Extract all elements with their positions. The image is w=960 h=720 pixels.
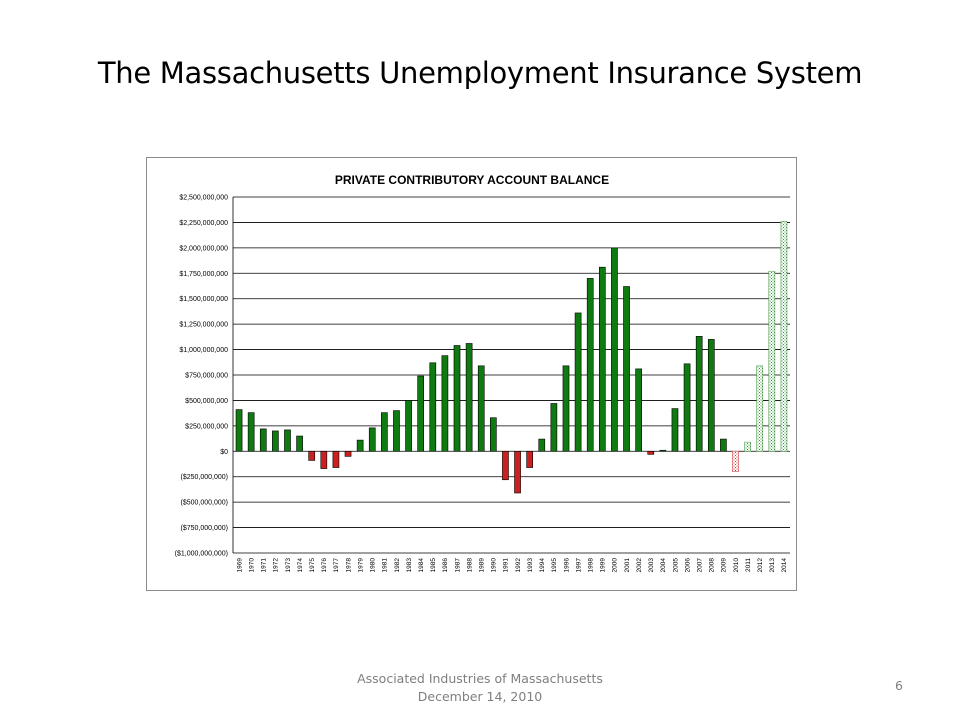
bar-2007 <box>696 336 702 451</box>
x-tick-label: 2008 <box>708 558 716 573</box>
y-tick-label: ($500,000,000) <box>180 499 228 507</box>
x-tick-label: 1987 <box>454 558 462 573</box>
x-tick-label: 1995 <box>551 558 559 573</box>
footer-date: December 14, 2010 <box>417 689 543 704</box>
grid-lines <box>233 197 790 553</box>
x-tick-label: 1980 <box>369 558 377 573</box>
y-tick-label: $1,250,000,000 <box>179 321 228 329</box>
bar-1970 <box>248 413 254 452</box>
bar-2009 <box>720 439 726 451</box>
x-tick-label: 2002 <box>635 558 643 573</box>
x-tick-label: 1975 <box>309 558 317 573</box>
bar-1995 <box>551 403 557 451</box>
bar-2011 <box>745 442 751 451</box>
y-tick-label: $500,000,000 <box>185 397 228 405</box>
x-tick-label: 1976 <box>321 558 329 573</box>
x-tick-label: 1989 <box>478 558 486 573</box>
x-tick-label: 1969 <box>236 558 244 573</box>
x-tick-label: 2014 <box>781 558 789 573</box>
x-tick-label: 1994 <box>539 558 547 573</box>
x-tick-label: 1990 <box>490 558 498 573</box>
x-tick-label: 2001 <box>623 558 631 573</box>
bar-2012 <box>757 366 763 451</box>
x-tick-label: 1986 <box>442 558 450 573</box>
y-tick-label: $750,000,000 <box>185 372 228 380</box>
x-tick-label: 1992 <box>514 558 522 573</box>
y-tick-label: $1,500,000,000 <box>179 296 228 304</box>
x-tick-label: 2013 <box>769 558 777 573</box>
x-tick-label: 2007 <box>696 558 704 573</box>
x-tick-label: 1977 <box>333 558 341 573</box>
x-tick-label: 2006 <box>684 558 692 573</box>
bar-1989 <box>478 366 484 451</box>
bar-2001 <box>624 287 630 452</box>
x-tick-label: 1984 <box>417 558 425 573</box>
bar-1994 <box>539 439 545 451</box>
x-tick-label: 1970 <box>248 558 256 573</box>
bar-2003 <box>648 451 654 454</box>
bar-1978 <box>345 451 351 456</box>
y-tick-label: $2,500,000,000 <box>179 194 228 202</box>
x-tick-label: 2012 <box>757 558 765 573</box>
y-tick-label: ($250,000,000) <box>180 474 228 482</box>
x-tick-label: 1999 <box>599 558 607 573</box>
bar-1972 <box>272 431 278 451</box>
bar-2005 <box>672 409 678 452</box>
slide-title: The Massachusetts Unemployment Insurance System <box>97 56 863 90</box>
x-tick-label: 1983 <box>405 558 413 573</box>
bars <box>236 221 787 493</box>
y-tick-label: $2,000,000,000 <box>179 245 228 253</box>
footer <box>280 670 680 706</box>
footer-organization: Associated Industries of Massachusetts <box>357 671 603 686</box>
x-axis-labels <box>236 558 788 573</box>
x-tick-label: 1973 <box>284 558 292 573</box>
bar-1971 <box>260 429 266 451</box>
x-tick-label: 2011 <box>744 558 752 572</box>
bar-1974 <box>297 436 303 451</box>
x-tick-label: 2005 <box>672 558 680 573</box>
bar-1986 <box>442 356 448 452</box>
bar-1987 <box>454 346 460 452</box>
x-tick-label: 1982 <box>393 558 401 573</box>
bar-1973 <box>284 430 290 451</box>
x-tick-label: 2004 <box>660 558 668 573</box>
y-tick-label: $2,250,000,000 <box>179 219 228 227</box>
bar-1980 <box>369 428 375 451</box>
bar-1979 <box>357 440 363 451</box>
x-tick-label: 1971 <box>260 558 268 573</box>
x-tick-label: 1993 <box>526 558 534 573</box>
x-tick-label: 1991 <box>502 558 510 573</box>
bar-1997 <box>575 313 581 451</box>
bar-1998 <box>587 278 593 451</box>
bar-1996 <box>563 366 569 451</box>
bar-2000 <box>611 248 617 451</box>
bar-1999 <box>599 267 605 451</box>
bar-2002 <box>636 369 642 451</box>
bar-1976 <box>321 451 327 468</box>
bar-2008 <box>708 339 714 451</box>
x-tick-label: 2003 <box>648 558 656 573</box>
bar-1975 <box>309 451 315 460</box>
x-tick-label: 1996 <box>563 558 571 573</box>
y-tick-label: ($1,000,000,000) <box>174 550 228 558</box>
bar-1977 <box>333 451 339 467</box>
bar-1982 <box>393 411 399 452</box>
x-tick-label: 1998 <box>587 558 595 573</box>
x-tick-label: 1981 <box>381 558 389 573</box>
x-tick-label: 2000 <box>611 558 619 573</box>
bar-1990 <box>490 418 496 452</box>
bar-2006 <box>684 364 690 451</box>
x-tick-label: 1974 <box>296 558 304 573</box>
chart-frame <box>146 157 797 591</box>
bar-1969 <box>236 410 242 452</box>
chart-title: PRIVATE CONTRIBUTORY ACCOUNT BALANCE <box>334 173 610 187</box>
x-tick-label: 1985 <box>430 558 438 573</box>
y-axis-labels <box>175 195 228 558</box>
y-tick-label: ($750,000,000) <box>180 525 228 533</box>
x-tick-label: 2010 <box>732 558 740 573</box>
x-tick-label: 1972 <box>272 558 280 573</box>
bar-1988 <box>466 343 472 451</box>
bar-1981 <box>381 413 387 452</box>
y-tick-label: $0 <box>220 448 228 456</box>
y-tick-label: $1,750,000,000 <box>179 270 228 278</box>
page-number: 6 <box>895 678 903 693</box>
bar-2013 <box>769 271 775 451</box>
bar-1983 <box>406 400 412 451</box>
bar-2014 <box>781 221 787 451</box>
bar-1984 <box>418 376 424 451</box>
y-tick-label: $250,000,000 <box>185 423 228 431</box>
x-tick-label: 1997 <box>575 558 583 573</box>
bar-1991 <box>502 451 508 479</box>
x-tick-label: 2009 <box>720 558 728 573</box>
bar-2004 <box>660 450 666 451</box>
bar-1992 <box>515 451 521 493</box>
bar-1993 <box>527 451 533 467</box>
x-tick-label: 1978 <box>345 558 353 573</box>
x-tick-label: 1988 <box>466 558 474 573</box>
bar-2010 <box>732 451 738 471</box>
x-tick-label: 1979 <box>357 558 365 573</box>
account-balance-bar-chart <box>147 158 798 592</box>
y-tick-label: $1,000,000,000 <box>179 347 228 355</box>
bar-1985 <box>430 363 436 451</box>
